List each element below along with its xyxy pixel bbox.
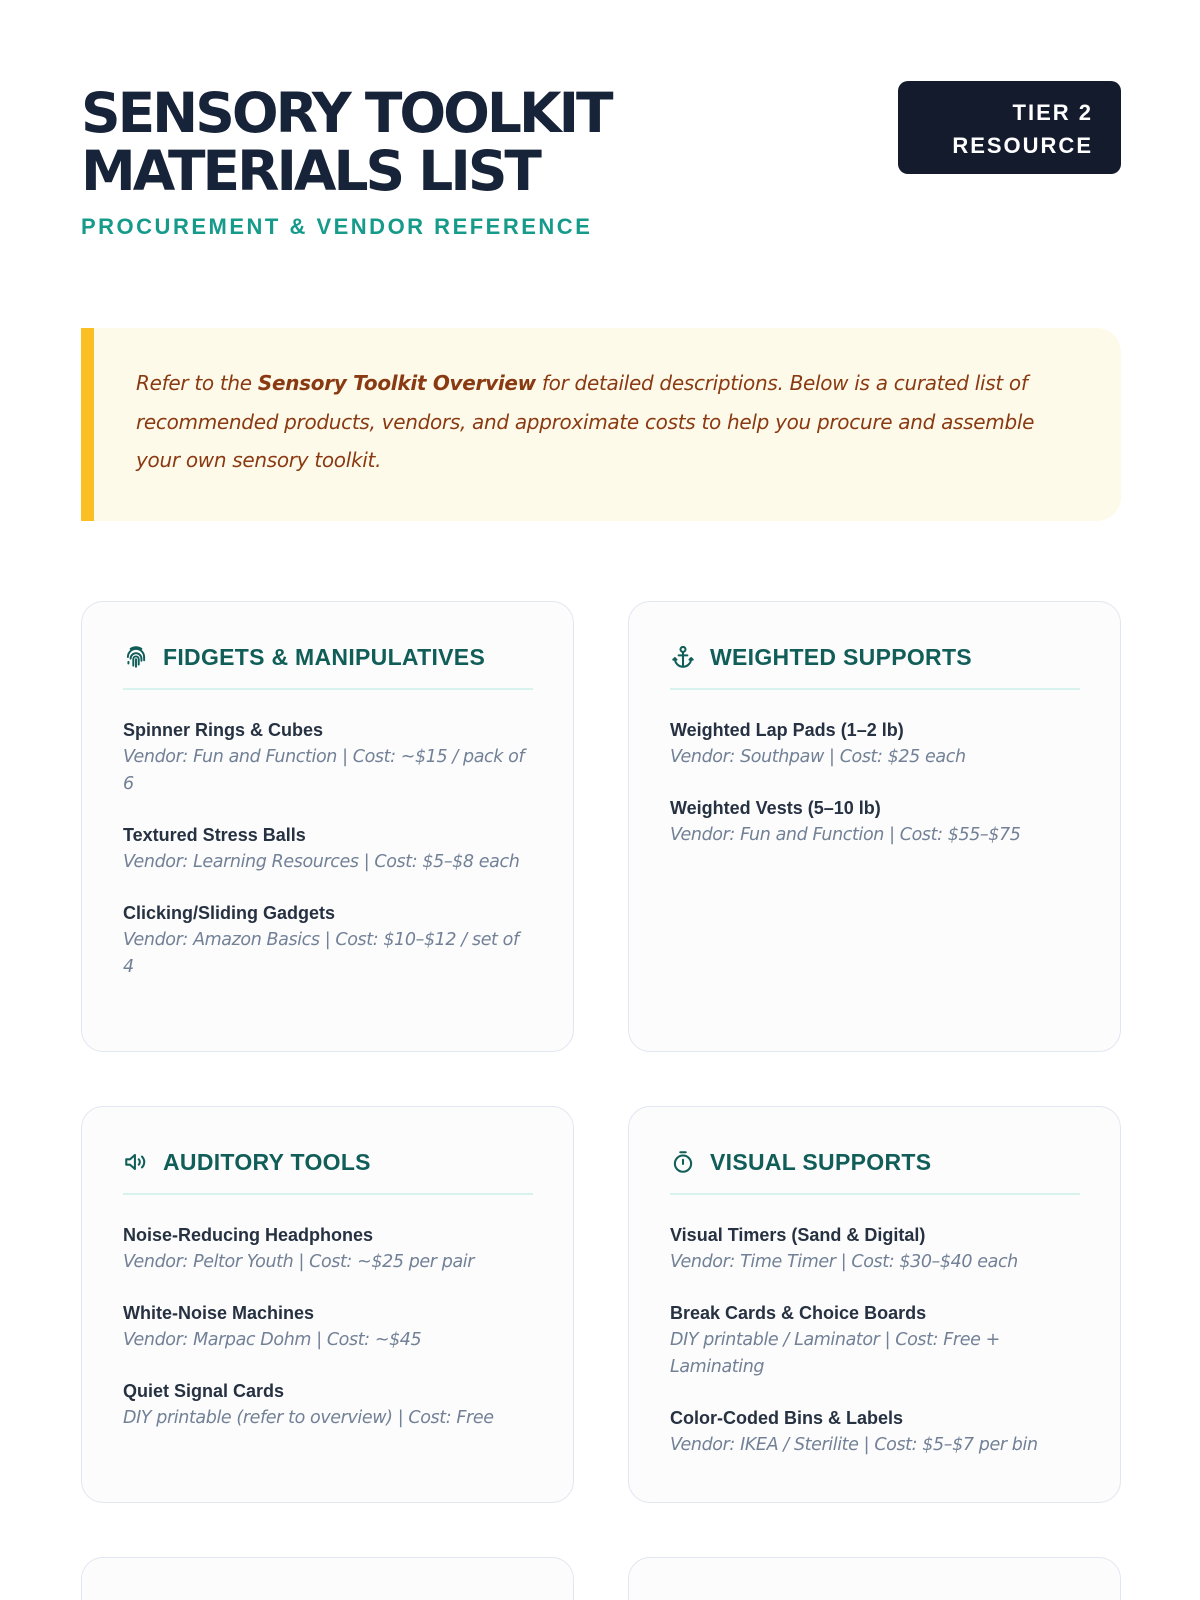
fingerprint-icon <box>123 644 149 670</box>
item-detail: Vendor: IKEA / Sterilite | Cost: $5–$7 per bin <box>670 1435 1038 1455</box>
card-title: FIDGETS & MANIPULATIVES <box>163 643 486 670</box>
item-name: Color-Coded Bins & Labels <box>670 1408 904 1428</box>
card-divider <box>123 1193 533 1195</box>
card-header <box>123 642 533 672</box>
card-title: AUDITORY TOOLS <box>163 1148 371 1175</box>
item-detail: Vendor: Southpaw | Cost: $25 each <box>670 747 966 767</box>
card-divider <box>670 688 1080 690</box>
list-item <box>670 1404 1080 1459</box>
list-item <box>670 794 1080 849</box>
item-detail: Vendor: Learning Resources | Cost: $5–$8 each <box>123 852 520 872</box>
card-divider <box>670 1193 1080 1195</box>
card-header <box>670 1147 1080 1177</box>
item-name: Weighted Lap Pads (1–2 lb) <box>670 720 904 740</box>
list-item <box>123 716 533 798</box>
item-detail: Vendor: Peltor Youth | Cost: ~$25 per pair <box>123 1252 475 1272</box>
item-name: Spinner Rings & Cubes <box>123 720 324 740</box>
list-item <box>670 1299 1080 1381</box>
card-next-row-left <box>81 1557 574 1600</box>
intro-text-start: Refer to the <box>136 371 258 395</box>
item-detail: Vendor: Marpac Dohm | Cost: ~$45 <box>123 1330 422 1350</box>
intro-callout <box>81 328 1121 521</box>
item-detail: Vendor: Fun and Function | Cost: $55–$75 <box>670 825 1021 845</box>
item-name: White-Noise Machines <box>123 1303 315 1323</box>
tier-badge <box>898 81 1121 174</box>
overview-reference: Sensory Toolkit Overview <box>257 371 536 395</box>
page-subtitle: PROCUREMENT & VENDOR REFERENCE <box>81 214 593 239</box>
card-divider <box>123 688 533 690</box>
item-name: Noise-Reducing Headphones <box>123 1225 374 1245</box>
anchor-icon <box>670 644 696 670</box>
list-item <box>123 1221 533 1276</box>
item-detail: DIY printable (refer to overview) | Cost: Free <box>123 1408 494 1428</box>
item-detail: DIY printable / Laminator | Cost: Free + Laminating <box>670 1330 1000 1377</box>
list-item <box>123 1377 533 1432</box>
item-detail: Vendor: Time Timer | Cost: $30–$40 each <box>670 1252 1018 1272</box>
item-name: Weighted Vests (5–10 lb) <box>670 798 881 818</box>
card-weighted-supports <box>628 601 1121 1052</box>
speaker-icon <box>123 1149 149 1175</box>
intro-text <box>136 364 1081 480</box>
card-header <box>670 642 1080 672</box>
card-visual-supports <box>628 1106 1121 1503</box>
tier-badge-line-1: TIER 2 <box>1012 100 1093 125</box>
card-title: WEIGHTED SUPPORTS <box>710 643 972 670</box>
item-name: Break Cards & Choice Boards <box>670 1303 927 1323</box>
item-name: Clicking/Sliding Gadgets <box>123 903 336 923</box>
tier-badge-line-2: RESOURCE <box>952 133 1093 158</box>
card-fidgets-manipulatives <box>81 601 574 1052</box>
page-title-line-1: SENSORY TOOLKIT <box>81 81 611 145</box>
list-item <box>670 716 1080 771</box>
intro-text-end: for detailed descriptions. Below is a curated list of recommended products, vendors, and approximate costs to help you procure and assemble your own sensory toolkit. <box>136 371 1035 472</box>
card-title: VISUAL SUPPORTS <box>710 1148 932 1175</box>
card-next-row-right <box>628 1557 1121 1600</box>
item-detail: Vendor: Amazon Basics | Cost: $10–$12 / set of 4 <box>123 930 519 977</box>
stopwatch-icon <box>670 1149 696 1175</box>
item-detail: Vendor: Fun and Function | Cost: ~$15 / pack of 6 <box>123 747 525 794</box>
item-name: Quiet Signal Cards <box>123 1381 285 1401</box>
card-header <box>123 1147 533 1177</box>
list-item <box>123 1299 533 1354</box>
page-title-line-2: MATERIALS LIST <box>81 139 539 203</box>
card-auditory-tools <box>81 1106 574 1503</box>
list-item <box>670 1221 1080 1276</box>
page-header <box>81 81 1121 240</box>
item-name: Visual Timers (Sand & Digital) <box>670 1225 926 1245</box>
list-item <box>123 899 533 981</box>
item-name: Textured Stress Balls <box>123 825 306 845</box>
list-item <box>123 821 533 876</box>
